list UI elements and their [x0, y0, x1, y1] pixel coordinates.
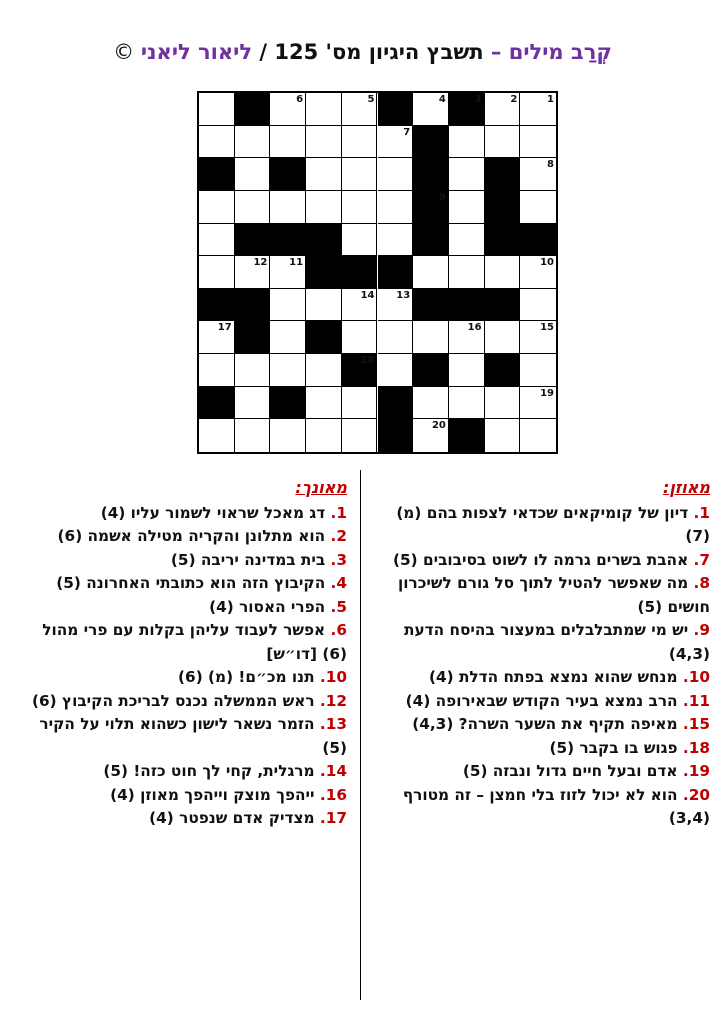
clue-number: 8 — [547, 159, 554, 171]
grid-cell[interactable] — [378, 158, 414, 191]
clue-label: 5. — [330, 597, 347, 616]
grid-block — [413, 191, 449, 224]
clue-text: יש מי שמתבלבלים במעצור בהיסח הדעת (4,3) — [404, 621, 710, 663]
clue-number: 18 — [360, 355, 375, 367]
clue-label: 4. — [330, 574, 347, 592]
clue-number: 2 — [510, 94, 518, 105]
grid-block — [270, 224, 306, 257]
grid-cell[interactable] — [342, 419, 378, 452]
grid-cell[interactable] — [449, 158, 485, 191]
grid-cell[interactable] — [306, 126, 342, 159]
grid-block — [378, 93, 414, 126]
grid-block — [235, 224, 271, 257]
grid-cell[interactable] — [199, 419, 235, 452]
grid-cell[interactable] — [378, 321, 414, 354]
grid-block — [378, 387, 414, 420]
grid-block — [199, 158, 235, 191]
down-clue — [29, 784, 347, 808]
clue-text: הפרי האסור (4) — [209, 597, 331, 616]
down-clue — [29, 619, 347, 666]
grid-block — [413, 224, 449, 257]
clue-label: 19. — [682, 762, 710, 780]
clue-text: הוא מתלונן והקריה מטילה אשמה (6) — [57, 527, 331, 545]
down-clues — [29, 476, 347, 831]
grid-cell[interactable] — [199, 354, 235, 387]
grid-cell[interactable] — [449, 387, 485, 420]
clue-number: 17 — [217, 322, 232, 334]
clue-text: אפשר לעבוד עליהן בקלות עם פרי מהול (6) [דו״ש] — [42, 621, 347, 663]
grid-cell[interactable] — [342, 126, 378, 159]
grid-block — [378, 419, 414, 452]
grid-cell[interactable] — [270, 289, 306, 322]
grid-cell[interactable] — [199, 321, 235, 354]
grid-block — [485, 289, 521, 322]
clue-text: מנחש שהוא נמצא בפתח הדלת (4) — [429, 668, 683, 686]
grid-cell[interactable] — [270, 256, 306, 289]
grid-block — [342, 354, 378, 387]
clue-text: הקיבוץ הזה הוא כתובתי האחרונה (5) — [56, 574, 331, 592]
across-clue — [385, 690, 710, 714]
grid-cell[interactable] — [378, 289, 414, 322]
clue-label: 7. — [693, 550, 710, 569]
grid-cell[interactable] — [378, 126, 414, 159]
grid-cell[interactable] — [413, 387, 449, 420]
clue-number: 13 — [396, 289, 411, 301]
grid-cell[interactable] — [520, 158, 556, 191]
grid-cell[interactable] — [270, 93, 306, 126]
clue-text: מרגלית, קחי לך חוט כזה! (5) — [103, 762, 320, 780]
grid-cell[interactable] — [306, 158, 342, 191]
clue-label: 17. — [319, 809, 347, 827]
grid-cell[interactable] — [306, 387, 342, 420]
clue-number: 15 — [540, 322, 554, 334]
grid-cell[interactable] — [449, 321, 485, 354]
clue-number: 6 — [296, 94, 304, 105]
clue-label: 20. — [682, 785, 710, 804]
clue-label: 9. — [693, 621, 710, 639]
grid-cell[interactable] — [270, 126, 306, 159]
grid-cell[interactable] — [449, 354, 485, 387]
grid-block — [306, 224, 342, 257]
clue-label: 1. — [330, 503, 347, 522]
clue-text: הזמר נשאר לישון כשהוא תלוי על הקיר (5) — [39, 715, 347, 757]
clue-label: 18. — [682, 738, 710, 757]
across-header: מאוזן: — [662, 478, 710, 497]
across-clue — [385, 784, 710, 831]
grid-cell[interactable] — [306, 289, 342, 322]
clue-text: ראש הממשלה נכנס לבריכת הקיבוץ (6) — [32, 691, 320, 710]
across-clue — [385, 619, 710, 666]
clue-text: תנו מכ״ם! (מ) (6) — [178, 668, 320, 686]
grid-cell[interactable] — [270, 321, 306, 354]
grid-cell[interactable] — [520, 387, 556, 420]
across-clue — [385, 502, 710, 549]
grid-cell[interactable] — [342, 224, 378, 257]
across-clue — [385, 666, 710, 690]
across-clue — [385, 737, 710, 761]
grid-cell[interactable] — [449, 191, 485, 224]
clue-label: 1. — [693, 503, 710, 522]
grid-block — [199, 387, 235, 420]
grid-cell[interactable] — [270, 419, 306, 452]
grid-cell[interactable] — [199, 191, 235, 224]
grid-cell[interactable] — [342, 158, 378, 191]
grid-cell[interactable] — [342, 191, 378, 224]
grid-cell[interactable] — [306, 191, 342, 224]
down-clue — [29, 596, 347, 620]
clue-number: 19 — [540, 387, 554, 399]
down-clue — [29, 807, 347, 831]
grid-block — [235, 93, 271, 126]
grid-cell[interactable] — [485, 126, 521, 159]
grid-cell[interactable] — [235, 158, 271, 191]
grid-cell[interactable] — [306, 354, 342, 387]
across-clue — [385, 713, 710, 737]
grid-cell[interactable] — [449, 224, 485, 257]
grid-block — [413, 289, 449, 322]
clue-text: אדם ובעל חיים גדול ונבזה (5) — [462, 762, 683, 780]
grid-cell[interactable] — [199, 224, 235, 257]
grid-cell[interactable] — [485, 419, 521, 452]
grid-cell[interactable] — [235, 191, 271, 224]
down-clue — [29, 666, 347, 690]
clue-label: 11. — [682, 691, 710, 710]
grid-block — [449, 289, 485, 322]
clue-label: 8. — [693, 574, 710, 592]
clue-text: ייהפך מוצק וייהפך מאוזן (4) — [110, 785, 320, 804]
clue-text: אהבת בשרים גרמה לו לשוט בסיבובים (5) — [392, 550, 694, 569]
grid-block — [413, 158, 449, 191]
clue-number: 12 — [253, 257, 268, 269]
clue-text: דג מאכל שראוי לשמור עליו (4) — [100, 503, 331, 522]
column-divider — [360, 470, 361, 1000]
grid-block — [449, 419, 485, 452]
grid-cell[interactable] — [199, 126, 235, 159]
clue-label: 3. — [330, 550, 347, 569]
clue-label: 15. — [682, 715, 710, 733]
clue-label: 14. — [319, 762, 347, 780]
grid-block — [449, 93, 485, 126]
grid-block — [413, 354, 449, 387]
grid-cell[interactable] — [270, 354, 306, 387]
clue-number: 7 — [403, 126, 411, 138]
copyright-symbol: © — [113, 40, 141, 64]
grid-cell[interactable] — [520, 321, 556, 354]
grid-cell[interactable] — [342, 93, 378, 126]
grid-cell[interactable] — [520, 419, 556, 452]
grid-cell[interactable] — [520, 126, 556, 159]
grid-block — [485, 191, 521, 224]
clue-label: 12. — [319, 691, 347, 710]
clue-label: 10. — [319, 668, 347, 686]
grid-cell[interactable] — [235, 354, 271, 387]
grid-cell[interactable] — [413, 321, 449, 354]
grid-block — [306, 321, 342, 354]
clue-number: 10 — [540, 257, 554, 269]
grid-block — [235, 289, 271, 322]
grid-block — [485, 158, 521, 191]
grid-cell[interactable] — [413, 93, 449, 126]
grid-cell[interactable] — [306, 419, 342, 452]
grid-cell[interactable] — [378, 354, 414, 387]
grid-cell[interactable] — [485, 387, 521, 420]
clue-number: 11 — [289, 257, 304, 269]
grid-cell[interactable] — [449, 126, 485, 159]
clue-number: 3 — [474, 94, 482, 105]
grid-cell[interactable] — [520, 354, 556, 387]
down-clue — [29, 572, 347, 596]
clue-text: פגוש בו בקבר (5) — [549, 738, 683, 757]
grid-cell[interactable] — [413, 419, 449, 452]
grid-block — [485, 354, 521, 387]
grid-block — [270, 387, 306, 420]
clue-number: 16 — [467, 322, 482, 334]
grid-block — [306, 256, 342, 289]
clue-text: הרב נמצא בעיר הקודש שבאירופה (4) — [405, 691, 683, 710]
clue-number: 9 — [438, 191, 446, 203]
grid-cell[interactable] — [235, 126, 271, 159]
clue-text: מצדיק אדם שנפטר (4) — [149, 809, 320, 827]
grid-block — [342, 256, 378, 289]
down-clue-list — [29, 502, 347, 831]
grid-cell[interactable] — [235, 256, 271, 289]
grid-block — [485, 224, 521, 257]
grid-cell[interactable] — [235, 419, 271, 452]
grid-cell[interactable] — [199, 256, 235, 289]
grid-cell[interactable] — [485, 93, 521, 126]
grid-cell[interactable] — [520, 289, 556, 322]
clue-text: הוא לא יכול לזוז בלי חמצן – זה מטורף (3,4) — [402, 785, 710, 827]
down-clue — [29, 690, 347, 714]
clue-label: 16. — [319, 785, 347, 804]
grid-cell[interactable] — [270, 191, 306, 224]
grid-cell[interactable] — [520, 256, 556, 289]
down-clue — [29, 760, 347, 784]
across-clues — [385, 476, 710, 831]
grid-block — [270, 158, 306, 191]
across-clue — [385, 549, 710, 573]
down-clue — [29, 549, 347, 573]
clue-label: 2. — [330, 527, 347, 545]
grid-cell[interactable] — [342, 321, 378, 354]
clue-text: מאיפה תקיף את השער השרה? (4,3) — [412, 715, 683, 733]
grid-cell[interactable] — [306, 93, 342, 126]
down-clue — [29, 502, 347, 526]
puzzle-title — [0, 38, 725, 66]
crossword-grid — [197, 91, 558, 454]
clue-number: 4 — [438, 94, 446, 105]
grid-block — [235, 321, 271, 354]
grid-cell[interactable] — [449, 256, 485, 289]
grid-cell[interactable] — [235, 387, 271, 420]
title-author: ליאור ליאני — [140, 40, 253, 64]
grid-cell[interactable] — [485, 256, 521, 289]
grid-block — [199, 289, 235, 322]
grid-cell[interactable] — [520, 191, 556, 224]
clue-number: 14 — [360, 289, 375, 301]
grid-cell[interactable] — [342, 289, 378, 322]
clue-text: דיון של קומיקאים שכדאי לצפות בהם (מ) (7) — [396, 503, 710, 545]
clue-text: מה שאפשר להטיל לתוך סל גורם לשיכרון חושים (5) — [398, 574, 710, 616]
across-clue-list — [385, 502, 710, 831]
grid-cell[interactable] — [485, 321, 521, 354]
grid-cell[interactable] — [520, 93, 556, 126]
clue-number: 5 — [367, 94, 375, 105]
title-puzzle-number: תשבץ היגיון מס' 125 / — [252, 40, 484, 64]
clue-label: 13. — [319, 715, 347, 733]
down-clue — [29, 713, 347, 760]
grid-block — [520, 224, 556, 257]
across-clue — [385, 760, 710, 784]
across-clue — [385, 572, 710, 619]
grid-cell[interactable] — [378, 191, 414, 224]
clue-number: 1 — [547, 94, 554, 105]
grid-cell[interactable] — [342, 387, 378, 420]
grid-block — [413, 126, 449, 159]
grid-cell[interactable] — [378, 224, 414, 257]
title-brand: קְרַב מילים — [508, 40, 612, 64]
title-dash: – — [483, 40, 509, 64]
clue-number: 20 — [431, 420, 446, 432]
clue-text: בית במדינה יריבה (5) — [170, 550, 331, 569]
grid-cell[interactable] — [413, 256, 449, 289]
down-clue — [29, 525, 347, 549]
down-header: מאונך: — [295, 478, 347, 497]
clue-label: 6. — [330, 621, 347, 639]
grid-cell[interactable] — [199, 93, 235, 126]
grid-block — [378, 256, 414, 289]
clue-label: 10. — [682, 668, 710, 686]
